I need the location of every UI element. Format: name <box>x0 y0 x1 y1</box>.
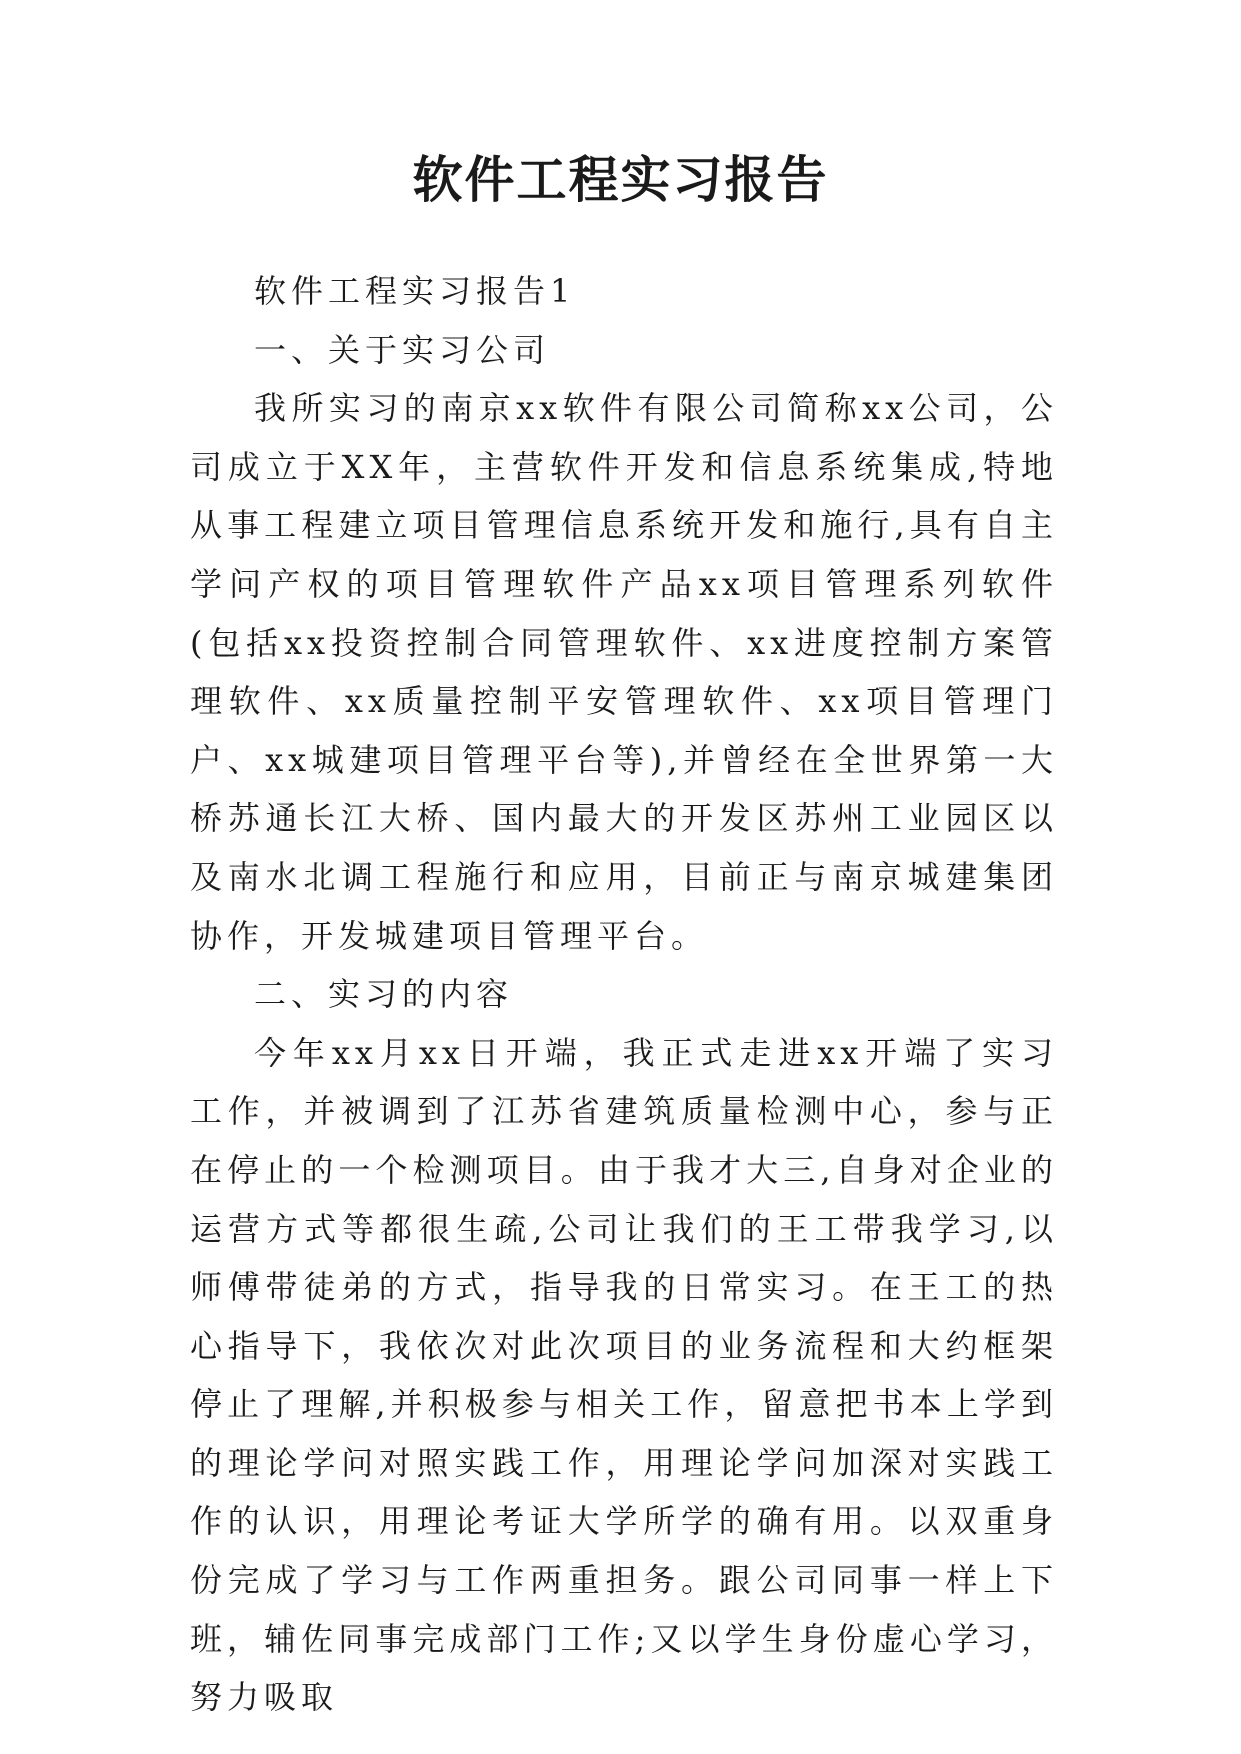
document-title: 软件工程实习报告 <box>412 151 829 209</box>
document-body <box>190 262 1058 1727</box>
section-heading-company: 一、关于实习公司 <box>254 330 551 369</box>
report-subtitle: 软件工程实习报告1 <box>254 272 576 310</box>
paragraph-internship-content: 今年xx月xx日开端，我正式走进xx开端了实习工作，并被调到了江苏省建筑质量检测中心，参与正在停止的一个检测项目。由于我才大三,自身对企业的运营方式等都很生疏,公司让我们的王工带我学习,以师傅带徒弟的方式，指导我的日常实习。在王工的热心指导下，我依次对此次项目的业务流程和大约框架停止了理解,并积极参与相关工作，留意把书本上学到的理论学问对照实践工作，用理论学问加深对实践工作的认识，用理论考证大学所学的确有用。以双重身份完成了学习与工作两重担务。跟公司同事一样上下班，辅佐同事完成部门工作;又以学生身份虚心学习，努力吸取 <box>190 1033 1058 1717</box>
section-heading-content: 二、实习的内容 <box>254 975 514 1014</box>
paragraph-company-intro: 我所实习的南京xx软件有限公司简称xx公司，公司成立于XX年，主营软件开发和信息系统集成,特地从事工程建立项目管理信息系统开发和施行,具有自主学问产权的项目管理软件产品xx项目管理系列软件(包括xx投资控制合同管理软件、xx进度控制方案管理软件、xx质量控制平安管理软件、xx项目管理门户、xx城建项目管理平台等),并曾经在全世界第一大桥苏通长江大桥、国内最大的开发区苏州工业园区以及南水北调工程施行和应用，目前正与南京城建集团协作，开发城建项目管理平台。 <box>190 389 1058 955</box>
